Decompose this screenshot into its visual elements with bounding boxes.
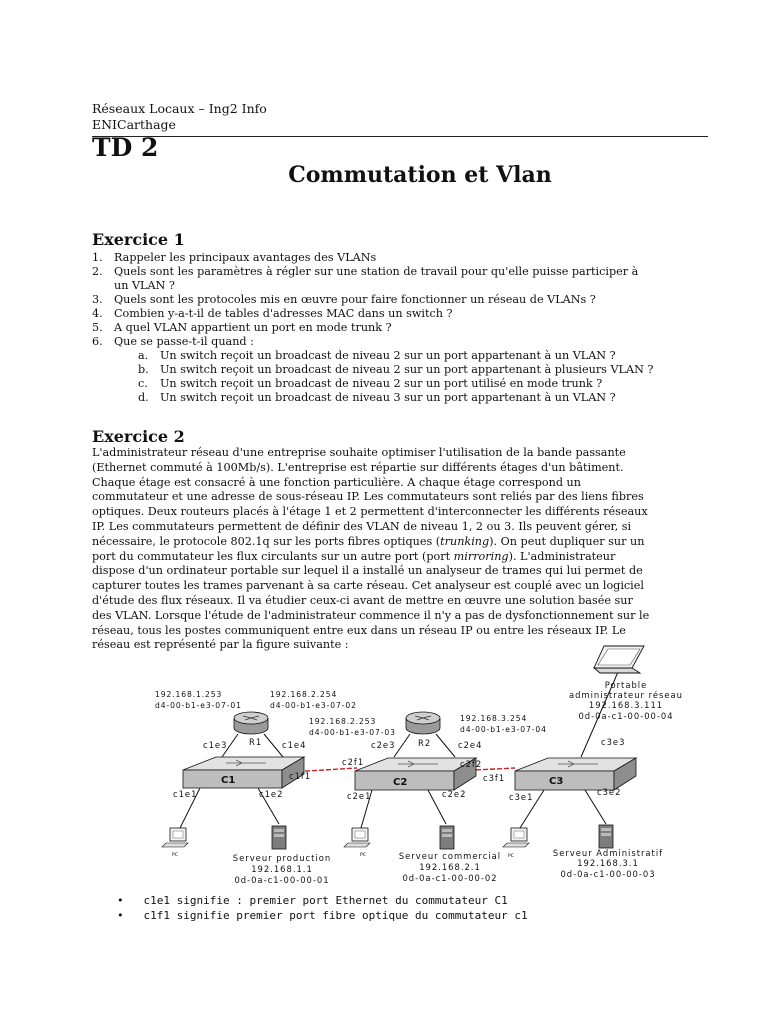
pc-label: PC — [172, 853, 178, 858]
srv-commercial-mac: 0d-0a-c1-00-00-02 — [402, 873, 498, 883]
router-r1-label: R1 — [249, 737, 263, 747]
srv-production-ip: 192.168.1.1 — [251, 864, 313, 874]
question-item: 4. Combien y-a-t-il de tables d'adresses MAC dans un switch ? — [92, 307, 453, 320]
srv-admin-ip: 192.168.3.1 — [577, 858, 639, 868]
td-label: TD 2 — [92, 133, 159, 162]
port-c2e4: c2e4 — [458, 740, 483, 750]
question-item: 3. Quels sont les protocoles mis en œuvre pour faire fonctionner un réseau de VLANs ? — [92, 293, 596, 306]
srv-commercial-name: Serveur commercial — [398, 851, 502, 861]
pc-label: PC — [360, 853, 366, 858]
port-c1e1: c1e1 — [173, 789, 198, 799]
srv-admin-name: Serveur Administratif — [552, 848, 664, 858]
subquestion-item: c. Un switch reçoit un broadcast de niveau 2 sur un port utilisé en mode trunk ? — [138, 377, 603, 390]
r2-mac-left: d4-00-b1-e3-07-03 — [309, 728, 396, 737]
paragraph-line: optiques. Deux routeurs placés à l'étage 1 et 2 permettent d'interconnecter les différents réseaux — [92, 505, 648, 519]
port-c1f1: c1f1 — [289, 771, 312, 781]
portable-mac: 0d-0a-c1-00-00-04 — [578, 711, 674, 721]
exercise-2-paragraph — [92, 446, 649, 653]
r1-ip-right: 192.168.2.254 — [270, 690, 338, 699]
portable-role: administrateur réseau — [568, 690, 684, 700]
r1-mac-left: d4-00-b1-e3-07-01 — [155, 701, 242, 710]
switch-c1 — [183, 757, 304, 788]
router-r2-label: R2 — [418, 738, 432, 748]
paragraph-line: des VLAN. Lorsque l'étude de l'administrateur commence il n'y a pas de dysfonctionnement sur le — [92, 608, 650, 622]
paragraph-line: Chaque étage est consacré à une fonction particulière. A chaque étage correspond un — [92, 475, 581, 489]
router-r2 — [406, 712, 440, 734]
exercise-1-heading: Exercice 1 — [92, 230, 185, 249]
r1-ip-left: 192.168.1.253 — [155, 690, 223, 699]
switch-c1-label: C1 — [221, 775, 236, 786]
port-c1e3: c1e3 — [203, 740, 228, 750]
question-item: 6. Que se passe-t-il quand : — [92, 335, 254, 348]
paragraph-line: L'administrateur réseau d'une entreprise souhaite optimiser l'utilisation de la bande passante — [92, 446, 626, 459]
paragraph-line: commutateur et une adresse de sous-réseau IP. Les commutateurs sont reliés par des liens fibres — [92, 490, 644, 504]
ethernet-cables — [180, 672, 618, 828]
r2-ip-left: 192.168.2.253 — [309, 717, 377, 726]
srv-admin-mac: 0d-0a-c1-00-00-03 — [560, 869, 656, 879]
port-c2e1: c2e1 — [347, 791, 372, 801]
question-item-continuation: un VLAN ? — [114, 279, 175, 292]
document-title: Commutation et Vlan — [288, 162, 552, 188]
pc-icon — [162, 828, 188, 858]
port-c1e4: c1e4 — [282, 740, 307, 750]
paragraph-line: réseau, tous les postes communiquent entre eux dans un réseau IP ou entre les réseaux IP. Le — [92, 623, 626, 637]
srv-production-mac: 0d-0a-c1-00-00-01 — [234, 875, 330, 885]
paragraph-line: IP. Les commutateurs permettent de définir des VLAN de niveau 1, 2 ou 3. Ils peuvent gérer, si — [92, 519, 632, 533]
paragraph-line: d'étude des flux réseaux. Il va étudier ceux-ci avant de mettre en œuvre une solution basée sur — [92, 593, 633, 607]
course-label: Réseaux Locaux – Ing2 Info — [92, 101, 267, 116]
note-item: • c1f1 signifie premier port fibre optique du commutateur c1 — [117, 909, 528, 922]
exercise-1-questions — [92, 251, 653, 405]
question-item: 2. Quels sont les paramètres à régler sur une station de travail pour qu'elle puisse participer à — [92, 265, 639, 278]
portable-ip: 192.168.3.111 — [588, 700, 664, 710]
exercise-2-heading: Exercice 2 — [92, 427, 185, 446]
paragraph-line: port du commutateur les flux circulants sur un autre port (port mirroring). L'administrateur — [92, 549, 616, 563]
pc-label: PC — [508, 854, 514, 859]
port-c1e2: c1e2 — [259, 789, 284, 799]
school-label: ENICarthage — [92, 117, 176, 132]
server-icon — [440, 826, 454, 849]
bullet-icon: • — [117, 909, 124, 922]
switch-c2-label: C2 — [393, 777, 408, 788]
port-c2e2: c2e2 — [442, 789, 467, 799]
switch-c2 — [355, 758, 476, 790]
note-item: • c1e1 signifie : premier port Ethernet du commutateur C1 — [117, 894, 508, 907]
port-c3e2: c3e2 — [597, 787, 622, 797]
pc-icon — [344, 828, 370, 858]
laptop-icon — [594, 646, 644, 673]
question-item: 5. A quel VLAN appartient un port en mode trunk ? — [92, 321, 392, 334]
paragraph-line: nécessaire, le protocole 802.1q sur les ports fibres optiques (trunking). On peut dupliquer sur un — [92, 534, 645, 548]
r2-ip-right: 192.168.3.254 — [460, 714, 528, 723]
pc-icon — [503, 828, 529, 859]
server-icon — [272, 826, 286, 849]
subquestion-item: a. Un switch reçoit un broadcast de niveau 2 sur un port appartenant à un VLAN ? — [138, 349, 616, 362]
bullet-icon: • — [117, 894, 124, 907]
paragraph-line: dispose d'un ordinateur portable sur lequel il a installé un analyseur de trames qui lui permet de — [92, 564, 643, 578]
port-c3f1: c3f1 — [483, 773, 506, 783]
port-c2e3: c2e3 — [371, 740, 396, 750]
router-r1 — [234, 712, 268, 734]
paragraph-line: capturer toutes les trames parvenant à sa carte réseau. Cet analyseur est couplé avec un logiciel — [92, 579, 644, 593]
subquestion-item: d. Un switch reçoit un broadcast de niveau 3 sur un port appartenant à un VLAN ? — [138, 391, 616, 404]
server-icon — [599, 825, 613, 848]
subquestion-item: b. Un switch reçoit un broadcast de niveau 2 sur un port appartenant à plusieurs VLAN ? — [138, 363, 654, 376]
port-c2f2: c2f2 — [460, 759, 483, 769]
paragraph-line: réseau est représenté par la figure suivante : — [92, 638, 349, 652]
question-item: 1. Rappeler les principaux avantages des VLANs — [92, 251, 377, 264]
port-c3e1: c3e1 — [509, 792, 534, 802]
switch-c3 — [515, 758, 636, 790]
port-c3e3: c3e3 — [601, 737, 626, 747]
r2-mac-right: d4-00-b1-e3-07-04 — [460, 725, 547, 734]
paragraph-line: (Ethernet commuté à 100Mb/s). L'entreprise est répartie sur différents étages d'un bâtiment. — [92, 460, 624, 474]
port-c2f1: c2f1 — [342, 757, 365, 767]
portable-title: Portable — [604, 680, 648, 690]
srv-production-name: Serveur production — [232, 853, 332, 863]
network-diagram — [0, 640, 768, 890]
header-divider — [92, 136, 708, 137]
switch-c3-label: C3 — [549, 776, 564, 787]
srv-commercial-ip: 192.168.2.1 — [419, 862, 481, 872]
r1-mac-right: d4-00-b1-e3-07-02 — [270, 701, 357, 710]
